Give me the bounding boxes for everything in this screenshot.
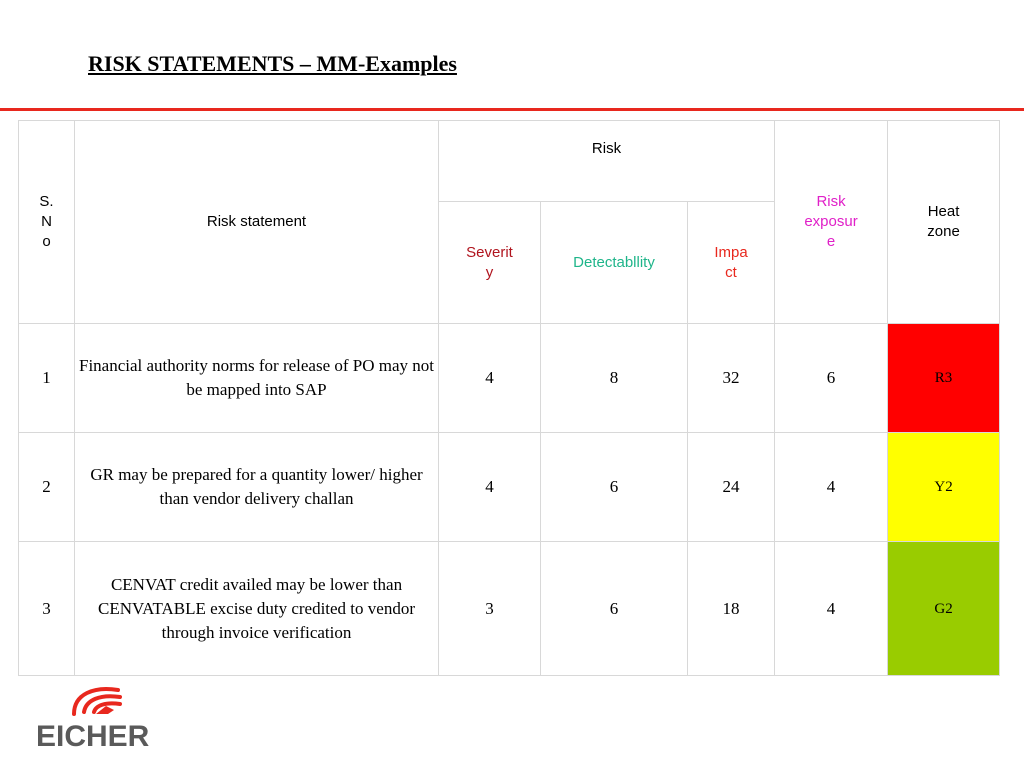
row-heat-zone: G2 (888, 542, 1000, 676)
table-row (19, 433, 1000, 542)
row-sno: 3 (19, 542, 75, 676)
header-risk: Risk (439, 121, 775, 202)
header-detectability: Detectabllity (541, 202, 688, 324)
page-title: RISK STATEMENTS – MM-Examples (88, 51, 457, 76)
row-risk-exposure: 4 (775, 542, 888, 676)
row-impact: 32 (688, 324, 775, 433)
row-risk-statement: GR may be prepared for a quantity lower/ higher than vendor delivery challan (75, 433, 439, 542)
header-heat-zone: Heat zone (888, 121, 1000, 324)
row-heat-zone: R3 (888, 324, 1000, 433)
row-risk-statement: CENVAT credit availed may be lower than CENVATABLE excise duty credited to vendor through invoice verification (75, 542, 439, 676)
row-impact: 24 (688, 433, 775, 542)
table-row (19, 324, 1000, 433)
row-sno: 1 (19, 324, 75, 433)
header-risk-statement: Risk statement (75, 121, 439, 324)
row-detectability: 6 (541, 542, 688, 676)
header-sno: S. N o (19, 121, 75, 324)
logo-wordmark: EICHER (36, 720, 150, 750)
table-row (19, 542, 1000, 676)
header-risk-exposure: Risk exposur e (775, 121, 888, 324)
eicher-logo (34, 684, 164, 750)
row-severity: 3 (439, 542, 541, 676)
row-heat-zone: Y2 (888, 433, 1000, 542)
row-sno: 2 (19, 433, 75, 542)
eicher-horse-icon (34, 684, 164, 750)
header-impact: Impa ct (688, 202, 775, 324)
header-row-1 (19, 121, 1000, 202)
title-divider (0, 108, 1024, 111)
row-risk-exposure: 6 (775, 324, 888, 433)
row-detectability: 6 (541, 433, 688, 542)
row-severity: 4 (439, 324, 541, 433)
row-severity: 4 (439, 433, 541, 542)
risk-table (18, 120, 1000, 676)
row-impact: 18 (688, 542, 775, 676)
row-detectability: 8 (541, 324, 688, 433)
row-risk-statement: Financial authority norms for release of PO may not be mapped into SAP (75, 324, 439, 433)
row-risk-exposure: 4 (775, 433, 888, 542)
header-severity: Severit y (439, 202, 541, 324)
